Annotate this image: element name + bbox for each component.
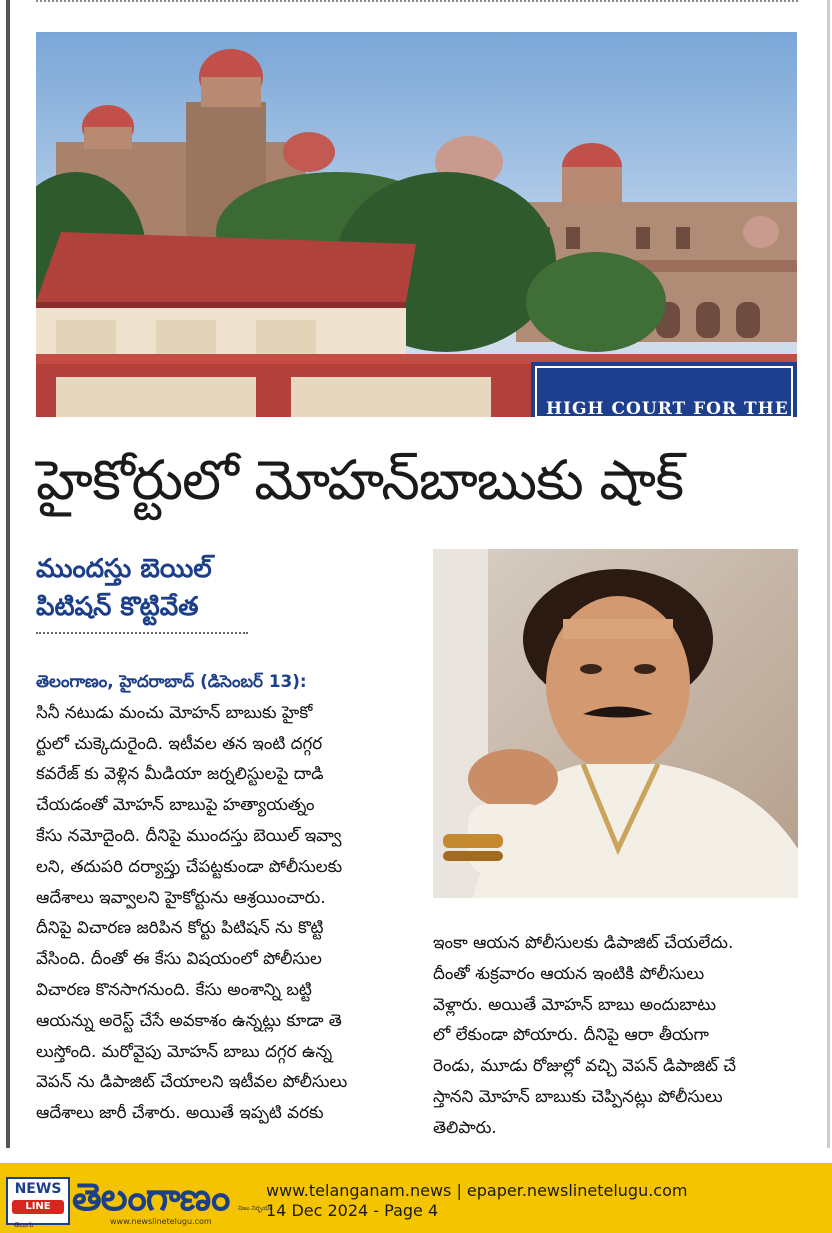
right-line: దీంతో శుక్రవారం ఆయన ఇంటికి పోలీసులు <box>433 962 705 983</box>
subheading <box>36 550 266 626</box>
high-court-photo <box>36 32 797 417</box>
left-line: లని, తదుపరి దర్యాప్తు చేపట్టకుండా పోలీసులకు <box>36 855 343 876</box>
newsline-logo <box>6 1177 70 1225</box>
right-line: వెళ్లారు. అయితే మోహన్ బాబు అందుబాటు <box>433 993 717 1014</box>
page-headline: హైకోర్టులో మోహన్‌బాబుకు షాక్ <box>36 448 684 512</box>
right-line: లో లేకుండా పోయారు. దీనిపై ఆరా తీయగా <box>433 1024 710 1045</box>
left-column-rule <box>6 0 10 1148</box>
left-line: ఆదేశాలు ఇవ్వాలని హైకోర్టును ఆశ్రయించారు. <box>36 886 326 907</box>
left-line: కవరేజ్ కు వెళ్లిన మీడియా జర్నలిస్టులపై దాడి <box>36 763 324 784</box>
article-column-left <box>36 666 402 1128</box>
left-line: దీనిపై విచారణ జరిపిన కోర్టు పిటిషన్ ను కొట్టి <box>36 917 324 938</box>
mohan-babu-portrait-photo <box>433 549 798 898</box>
logo-news-text: NEWS <box>14 1181 62 1197</box>
logo-line-text: LINE <box>12 1200 64 1214</box>
footer-links[interactable]: www.telanganam.news | epaper.newslinetelugu.com <box>266 1181 688 1200</box>
epaper-footer <box>0 1163 832 1233</box>
high-court-illustration <box>36 32 797 417</box>
footer-date-page: 14 Dec 2024 - Page 4 <box>266 1201 439 1220</box>
right-line: రెండు, మూడు రోజుల్లో వచ్చి వెపన్ డిపాజిట్ చే <box>433 1055 737 1076</box>
right-line: తెలిపారు. <box>433 1116 497 1137</box>
telanganam-masthead: తెలంగాణం <box>72 1175 230 1219</box>
right-line: ఇంకా ఆయన పోలీసులకు డిపాజిట్ చేయలేదు. <box>433 932 734 952</box>
subheading-line-2: పిటిషన్ కొట్టివేత <box>36 592 199 622</box>
left-line: వేసింది. దీంతో ఈ కేసు విషయంలో పోలీసుల <box>36 948 322 969</box>
article-dateline: తెలంగాణం, హైదరాబాద్ (డిసెంబర్ 13): <box>36 671 307 691</box>
left-line: విచారణ కొనసాగనుంది. కేసు అంశాన్ని బట్టి <box>36 978 312 999</box>
masthead-tagline: నిజం నిర్భయం <box>238 1205 273 1212</box>
right-page-edge <box>827 0 830 1148</box>
subheading-line-1: ముందస్తు బెయిల్ <box>36 554 212 584</box>
masthead-url: www.newslinetelugu.com <box>110 1217 212 1226</box>
right-line: స్తానని మోహన్ బాబుకు చెప్పినట్లు పోలీసులు <box>433 1085 723 1106</box>
top-dotted-rule <box>36 0 798 2</box>
subheading-underline <box>36 632 248 634</box>
left-line: వెపన్ ను డిపాజిట్ చేయాలని ఇటీవల పోలీసులు <box>36 1071 348 1092</box>
court-sign-text: HIGH COURT FOR THE <box>546 399 789 417</box>
left-line: ర్టులో చుక్కెదురైంది. ఇటీవల తన ఇంటి దగ్గర <box>36 732 323 753</box>
left-line: లుస్తోంది. మరోవైపు మోహన్ బాబు దగ్గర ఉన్న <box>36 1040 333 1061</box>
left-line: ఆదేశాలు జారీ చేశారు. అయితే ఇప్పటి వరకు <box>36 1102 324 1123</box>
article-column-right <box>433 927 799 1143</box>
logo-telugu-text: తెలుగు <box>14 1221 34 1229</box>
portrait-illustration <box>433 549 798 898</box>
left-line: చేయడంతో మోహన్ బాబుపై హత్యాయత్నం <box>36 794 315 815</box>
left-line: ఆయన్ను అరెస్ట్ చేసే అవకాశం ఉన్నట్లు కూడా తె <box>36 1009 342 1030</box>
left-line: కేసు నమోదైంది. దీనిపై ముందస్తు బెయిల్ ఇవ్వా <box>36 824 342 845</box>
left-line: సినీ నటుడు మంచు మోహన్ బాబుకు హైకో <box>36 701 313 722</box>
